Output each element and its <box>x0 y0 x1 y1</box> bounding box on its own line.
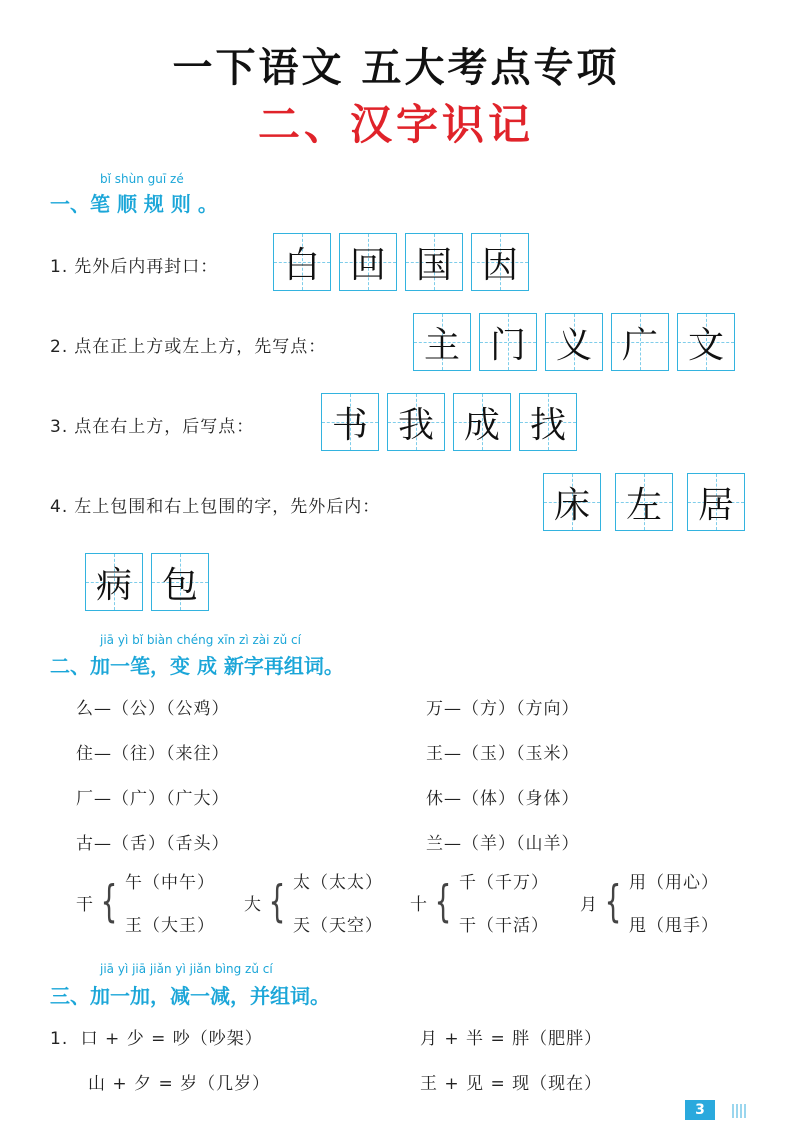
equation: 月 + 半 = 胖（肥胖） <box>420 1029 603 1049</box>
page-decoration-icon <box>732 1104 748 1118</box>
item-number: 1. <box>50 1029 69 1049</box>
char-group <box>76 868 215 936</box>
tianzige-cell: 回 <box>339 233 397 291</box>
group-base-char: 干 <box>76 894 93 915</box>
group-pair: 千（千万） <box>459 873 549 893</box>
rule-4-chars-continued <box>85 553 209 611</box>
tianzige-cell: 白 <box>273 233 331 291</box>
rule-number: 3. <box>50 417 69 437</box>
rule-3-chars <box>321 393 577 451</box>
equation: 口 + 少 = 吵（吵架） <box>80 1029 263 1049</box>
equation: 山 + 夕 = 岁（几岁） <box>88 1074 271 1094</box>
tianzige-cell: 找 <box>519 393 577 451</box>
word-item: 古—（舌）（舌头） <box>76 834 230 854</box>
page-subtitle: 二、汉字识记 <box>257 100 534 149</box>
group-pair: 天（天空） <box>293 916 383 936</box>
word-item: 王—（玉）（玉米） <box>426 744 580 764</box>
section3-pinyin: jiā yì jiā jiǎn yì jiǎn bìng zǔ cí <box>100 962 273 976</box>
tianzige-cell: 成 <box>453 393 511 451</box>
rule-text: 点在正上方或左上方，先写点： <box>74 337 327 357</box>
tianzige-cell: 义 <box>545 313 603 371</box>
tianzige-cell: 文 <box>677 313 735 371</box>
tianzige-cell: 床 <box>543 473 601 531</box>
group-base-char: 大 <box>244 894 261 915</box>
page-number: 3 <box>685 1100 715 1120</box>
rule-text: 点在右上方，后写点： <box>74 417 255 437</box>
group-pair: 午（中午） <box>125 873 215 893</box>
tianzige-cell: 我 <box>387 393 445 451</box>
equation-row <box>50 1024 263 1049</box>
section1-heading: 一、笔 顺 规 则 。 <box>50 192 218 216</box>
rule-text: 左上包围和右上包围的字，先外后内： <box>74 497 381 517</box>
char-group <box>580 868 719 936</box>
tianzige-cell: 左 <box>615 473 673 531</box>
word-item: 么—（公）（公鸡） <box>76 699 230 719</box>
rule-1-chars <box>273 233 529 291</box>
rule-2-chars <box>413 313 735 371</box>
tianzige-cell: 包 <box>151 553 209 611</box>
group-base-char: 月 <box>580 894 597 915</box>
group-pair: 干（干活） <box>459 916 549 936</box>
word-item: 万—（方）（方向） <box>426 699 580 719</box>
section2-heading: 二、加一笔，变 成 新字再组词。 <box>50 654 344 678</box>
equation: 王 + 见 = 现（现在） <box>420 1074 603 1094</box>
tianzige-cell: 广 <box>611 313 669 371</box>
tianzige-cell: 居 <box>687 473 745 531</box>
section3-heading: 三、加一加，减一减，并组词。 <box>50 984 330 1008</box>
group-pair: 甩（甩手） <box>629 916 719 936</box>
rule-number: 1. <box>50 257 69 277</box>
tianzige-cell: 主 <box>413 313 471 371</box>
brace-icon: { <box>268 876 286 927</box>
section2-pinyin: jiā yì bǐ biàn chéng xīn zì zài zǔ cí <box>100 633 301 647</box>
rule-number: 4. <box>50 497 69 517</box>
char-group <box>410 868 549 936</box>
rule-3 <box>50 412 254 437</box>
brace-icon: { <box>434 876 452 927</box>
rule-number: 2. <box>50 337 69 357</box>
group-pair: 王（大王） <box>125 916 215 936</box>
tianzige-cell: 国 <box>405 233 463 291</box>
rule-1 <box>50 252 218 277</box>
section1-pinyin: bǐ shùn guī zé <box>100 172 184 186</box>
word-item: 兰—（羊）（山羊） <box>426 834 580 854</box>
tianzige-cell: 因 <box>471 233 529 291</box>
page-title: 一下语文 五大考点专项 <box>172 44 620 91</box>
group-pair: 用（用心） <box>629 873 719 893</box>
tianzige-cell: 病 <box>85 553 143 611</box>
brace-icon: { <box>100 876 118 927</box>
char-group <box>244 868 383 936</box>
word-item: 厂—（广）（广大） <box>76 789 230 809</box>
group-base-char: 十 <box>410 894 427 915</box>
tianzige-cell: 书 <box>321 393 379 451</box>
word-item: 住—（往）（来往） <box>76 744 230 764</box>
tianzige-cell: 门 <box>479 313 537 371</box>
word-item: 休—（体）（身体） <box>426 789 580 809</box>
rule-text: 先外后内再封口： <box>74 257 219 277</box>
rule-2 <box>50 332 326 357</box>
rule-4-chars <box>543 473 745 531</box>
brace-icon: { <box>604 876 622 927</box>
rule-4 <box>50 492 380 517</box>
group-pair: 太（太太） <box>293 873 383 893</box>
